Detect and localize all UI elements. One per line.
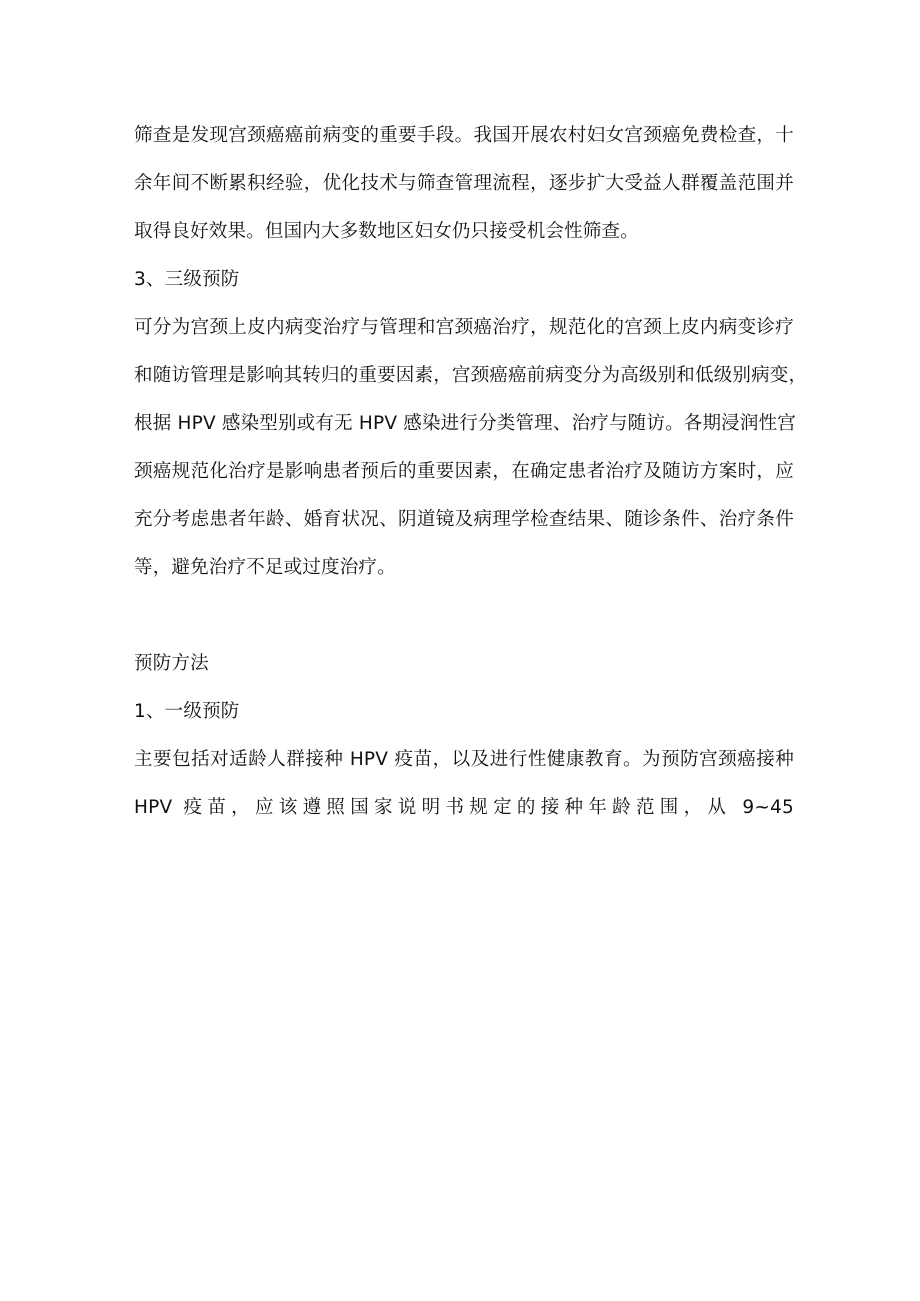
paragraph-line: 余年间不断累积经验，优化技术与筛查管理流程，逐步扩大受益人群覆盖范围并 [134, 173, 794, 194]
paragraph-line: 等，避免治疗不足或过度治疗。 [134, 557, 396, 578]
section-heading-prevention-methods: 预防方法 [134, 653, 209, 674]
paragraph-line: 取得良好效果。但国内大多数地区妇女仍只接受机会性筛查。 [134, 221, 639, 242]
paragraph-line: HPV 疫苗，应该遵照国家说明书规定的接种年龄范围，从 9~45 [134, 797, 794, 818]
section-heading-primary-prevention: 1、一级预防 [134, 701, 240, 722]
blank-line [134, 597, 794, 645]
section-heading-tertiary-prevention: 3、三级预防 [134, 269, 240, 290]
paragraph-line: 和随访管理是影响其转归的重要因素，宫颈癌癌前病变分为高级别和低级别病变， [134, 365, 808, 386]
paragraph-line: 主要包括对适龄人群接种 HPV 疫苗，以及进行性健康教育。为预防宫颈癌接种 [134, 749, 794, 770]
document-body [134, 117, 808, 837]
paragraph-line: 充分考虑患者年龄、婚育状况、阴道镜及病理学检查结果、随诊条件、治疗条件 [134, 509, 794, 530]
paragraph-line: 可分为宫颈上皮内病变治疗与管理和宫颈癌治疗，规范化的宫颈上皮内病变诊疗 [134, 317, 794, 338]
paragraph-line: 筛查是发现宫颈癌癌前病变的重要手段。我国开展农村妇女宫颈癌免费检查，十 [134, 125, 794, 146]
paragraph-line: 根据 HPV 感染型别或有无 HPV 感染进行分类管理、治疗与随访。各期浸润性宫 [134, 413, 796, 434]
paragraph-line: 颈癌规范化治疗是影响患者预后的重要因素，在确定患者治疗及随访方案时，应 [134, 461, 794, 482]
